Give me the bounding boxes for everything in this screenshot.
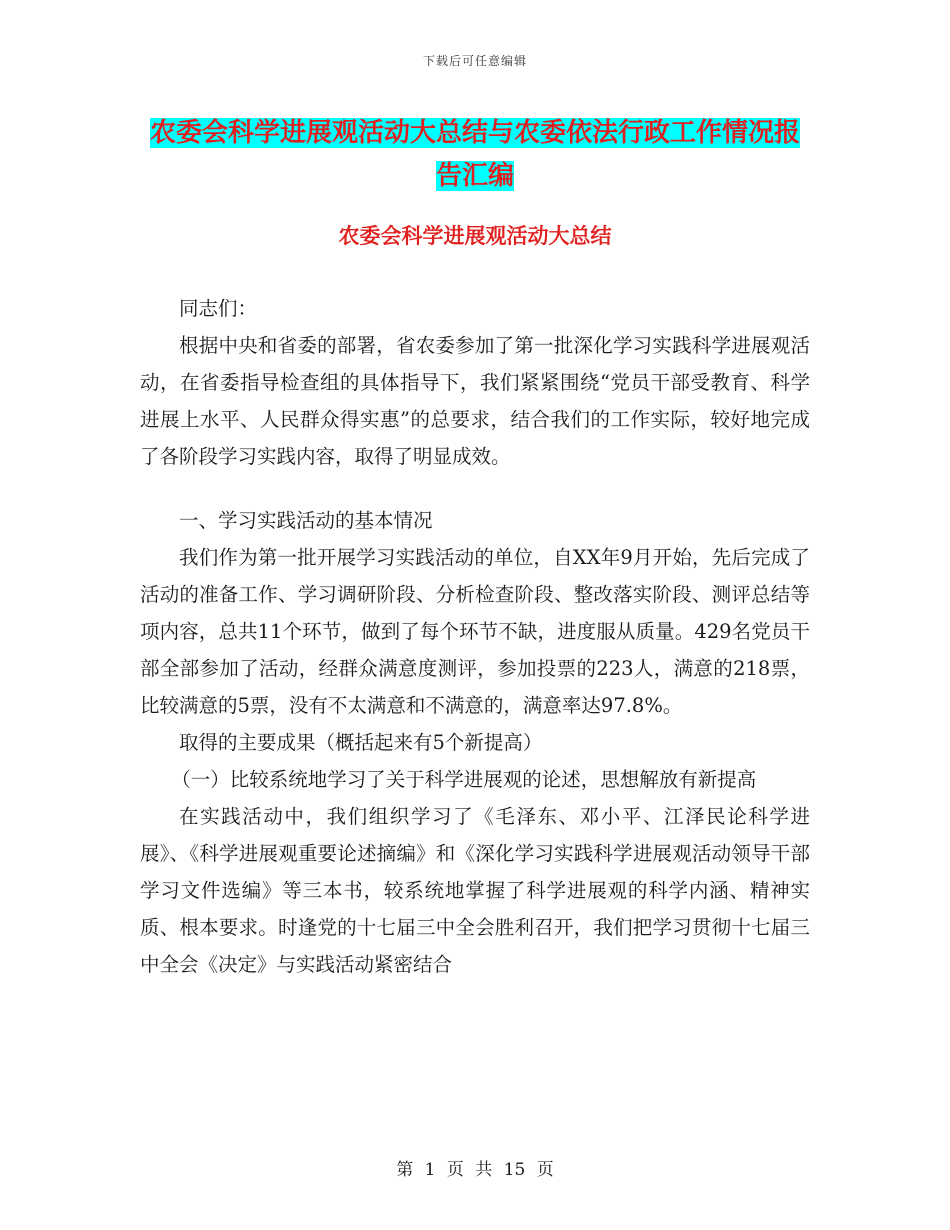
heading-main-results: 取得的主要成果（概括起来有5个新提高） [179,731,543,754]
document-title-text: 农委会科学进展观活动大总结与农委依法行政工作情况报告汇编 [149,118,800,191]
salutation: 同志们： [179,297,258,320]
document-body [140,290,810,983]
section-title: 农委会科学进展观活动大总结 [338,223,612,248]
paragraph-intro: 根据中央和省委的部署，省农委参加了第一批深化学习实践科学进展观活动，在省委指导检查组的具体指导下，我们紧紧围绕“党员干部受教育、科学进展上水平、人民群众得实惠”的总要求，结合我们的工作实际，较好地完成了各阶段学习实践内容，取得了明显成效。 [140,334,810,468]
paragraph-basic-situation: 我们作为第一批开展学习实践活动的单位，自XX年9月开始，先后完成了活动的准备工作、学习调研阶段、分析检查阶段、整改落实阶段、测评总结等项内容，总共11个环节，做到了每个环节不缺，进度服从质量。429名党员干部全部参加了活动，经群众满意度测评，参加投票的223人，满意的218票，比较满意的5票，没有不太满意和不满意的，满意率达97.8%。 [140,546,810,717]
header-note: 下载后可任意编辑 [422,54,527,68]
heading-basic-situation: 一、学习实践活动的基本情况 [179,509,433,532]
heading-subsection-1: （一）比较系统地学习了关于科学进展观的论述，思想解放有新提高 [171,768,757,791]
document-title [140,112,810,198]
paragraph-subsection-1: 在实践活动中，我们组织学习了《毛泽东、邓小平、江泽民论科学进展》、《科学进展观重要论述摘编》和《深化学习实践科学进展观活动领导干部学习文件选编》等三本书，较系统地掌握了科学进展观的科学内涵、精神实质、根本要求。时逢党的十七届三中全会胜利召开，我们把学习贯彻十七届三中全会《决定》与实践活动紧密结合 [140,805,810,976]
page-number: 第 1 页 共 15 页 [396,1160,554,1180]
